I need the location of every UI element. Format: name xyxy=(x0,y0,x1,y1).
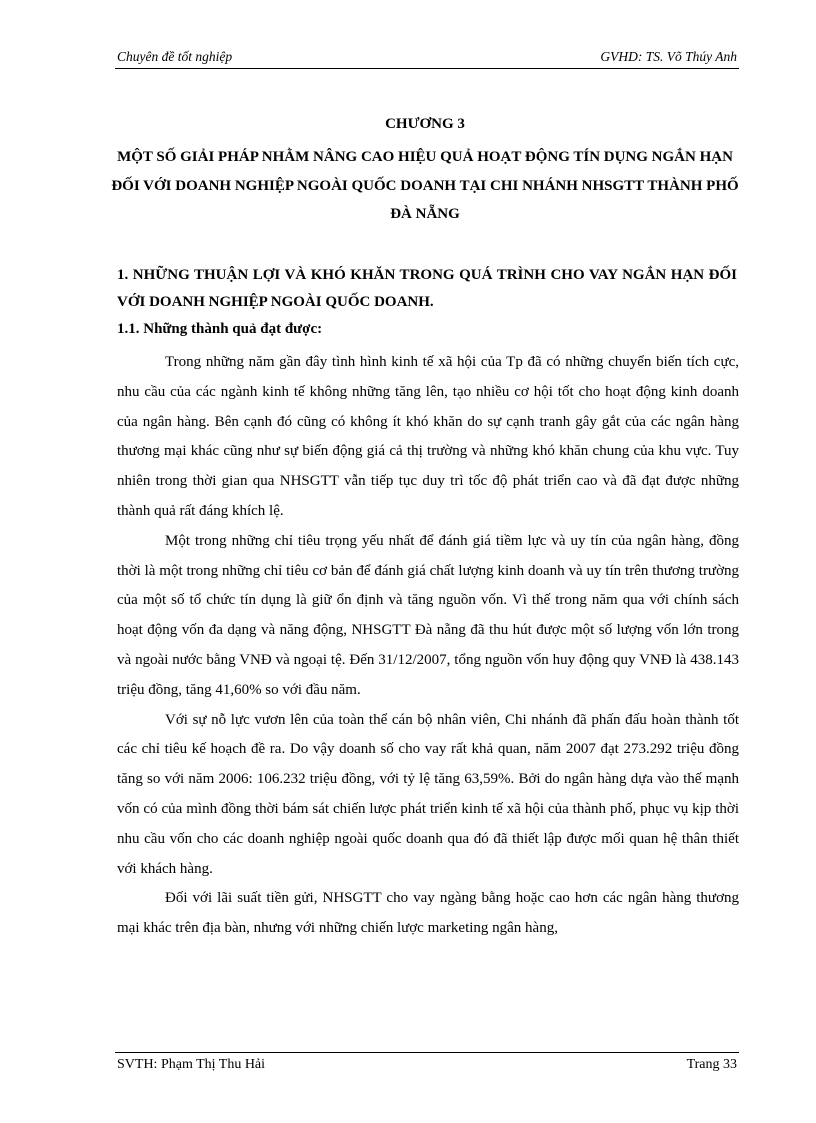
section-heading: 1. NHỮNG THUẬN LỢI VÀ KHÓ KHĂN TRONG QUÁ TRÌNH CHO VAY NGẮN HẠN ĐỐI VỚI DOANH NGHIỆP NGOÀI QUỐC DOANH. xyxy=(117,267,737,310)
header-advisor: GVHD: TS. Võ Thúy Anh xyxy=(600,49,737,64)
chapter-number: CHƯƠNG 3 xyxy=(385,116,465,132)
body-text xyxy=(117,348,739,944)
header-divider xyxy=(115,68,739,69)
subsection-heading: 1.1. Những thành quả đạt được: xyxy=(117,321,323,337)
paragraph: Trong những năm gần đây tình hình kinh tế xã hội của Tp đã có những chuyển biến tích cực, nhu cầu của các ngành kinh tế không những tăng lên, tạo nhiều cơ hội tốt cho hoạt động kinh doanh của ngân hàng. Bên cạnh đó cũng có không ít khó khăn do sự cạnh tranh gây gắt của các ngân hàng thương mại khác cũng như sự biến động giá cả thị trường và những khó khăn chung của khu vực. Tuy nhiên trong thời gian qua NHSGTT vẫn tiếp tục duy trì tốc độ phát triển cao và đã đạt được những thành quả rất đáng khích lệ. xyxy=(117,354,739,519)
footer-divider xyxy=(115,1052,739,1053)
paragraph: Một trong những chỉ tiêu trọng yếu nhất để đánh giá tiềm lực và uy tín của ngân hàng, đồng thời là một trong những chỉ tiêu cơ bản để đánh giá chất lượng kinh doanh và uy tín trên thương trường của một số tổ chức tín dụng là giữ ổn định và tăng nguồn vốn. Vì thế trong năm qua với chính sách hoạt động vốn đa dạng và năng động, NHSGTT Đà nẵng đã thu hút được một số lượng vốn lớn trong và ngoài nước bằng VNĐ và ngoại tệ. Đến 31/12/2007, tổng nguồn vốn huy động quy VNĐ là 438.143 triệu đồng, tăng 41,60% so với đầu năm. xyxy=(117,532,739,698)
footer-student: SVTH: Phạm Thị Thu Hải xyxy=(117,1057,266,1072)
page-number: Trang 33 xyxy=(686,1057,737,1072)
paragraph: Với sự nỗ lực vươn lên của toàn thể cán bộ nhân viên, Chi nhánh đã phấn đấu hoàn thành tốt các chỉ tiêu kế hoạch đề ra. Do vậy doanh số cho vay rất khả quan, năm 2007 đạt 273.292 triệu đồng tăng so với năm 2006: 106.232 triệu đồng, với tỷ lệ tăng 63,59%. Bởi do ngân hàng dựa vào thế mạnh vốn có của mình đồng thời bám sát chiến lược phát triển kinh tế xã hội của thành phố, phục vụ kịp thời nhu cầu vốn cho các doanh nghiệp ngoài quốc doanh qua đó đã thiết lập được mối quan hệ thân thiết với khách hàng. xyxy=(117,711,739,877)
paragraph: Đối với lãi suất tiền gửi, NHSGTT cho vay ngàng bằng hoặc cao hơn các ngân hàng thương mại khác trên địa bàn, nhưng với những chiến lược marketing ngân hàng, xyxy=(117,890,739,937)
header-thesis-label: Chuyên đề tốt nghiệp xyxy=(117,49,233,64)
page-footer xyxy=(117,1057,737,1075)
page-header xyxy=(117,49,737,67)
chapter-title: MỘT SỐ GIẢI PHÁP NHẰM NÂNG CAO HIỆU QUẢ HOẠT ĐỘNG TÍN DỤNG NGẮN HẠN ĐỐI VỚI DOANH NGHIỆP NGOÀI QUỐC DOANH TẠI CHI NHÁNH NHSGTT THÀNH PHỐ ĐÀ NẴNG xyxy=(111,149,739,222)
